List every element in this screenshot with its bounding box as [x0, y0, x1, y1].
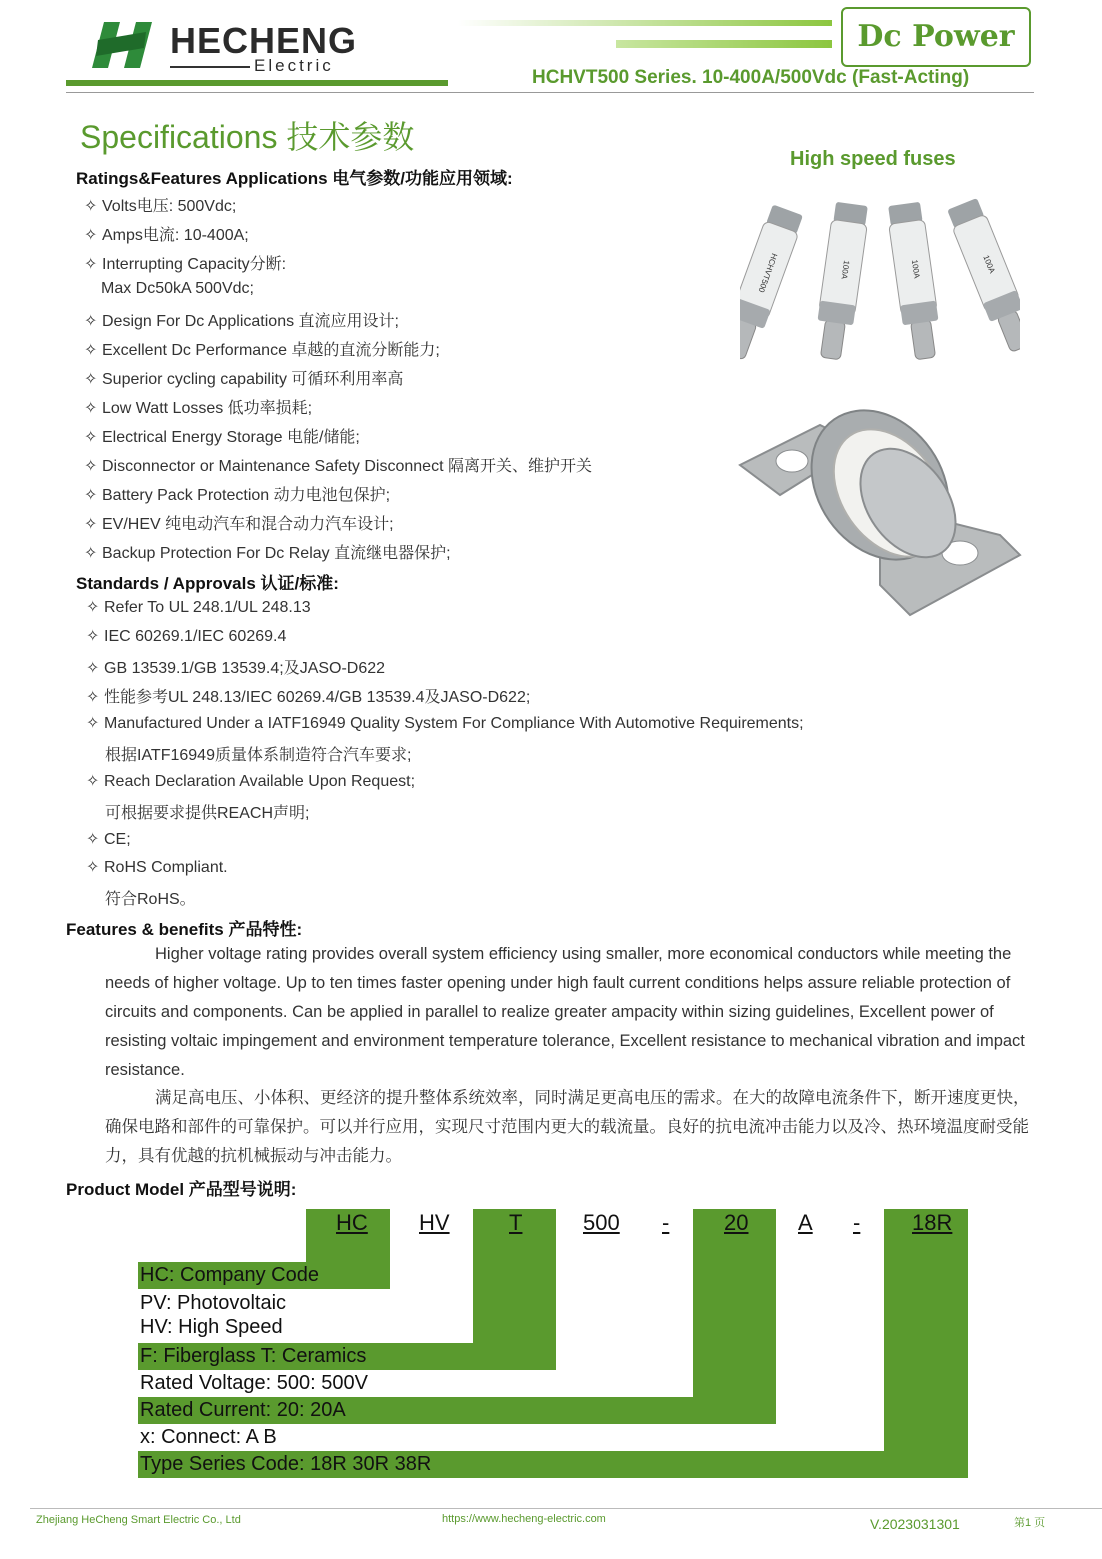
list-item: ✧ Electrical Energy Storage 电能/储能; — [84, 429, 360, 446]
diamond-bullet-icon: ✧ — [84, 256, 98, 273]
model-row-voltage: Rated Voltage: 500: 500V — [140, 1372, 368, 1394]
diamond-bullet-icon: ✧ — [86, 628, 100, 645]
brand-name: HECHENG — [170, 20, 358, 61]
diamond-bullet-icon: ✧ — [84, 545, 98, 562]
diamond-bullet-icon: ✧ — [86, 689, 100, 706]
features-heading: Features & benefits 产品特性: — [66, 920, 303, 939]
svg-text:100A: 100A — [839, 259, 852, 280]
footer-version: V.2023031301 — [870, 1516, 960, 1532]
list-item: Max Dc50kA 500Vdc; — [101, 280, 254, 297]
list-item: ✧ Design For Dc Applications 直流应用设计; — [84, 313, 399, 330]
list-item: 可根据要求提供REACH声明; — [105, 805, 310, 822]
model-code-hv: HV — [419, 1210, 450, 1235]
fuse-3 — [886, 201, 943, 360]
diamond-bullet-icon: ✧ — [84, 458, 98, 475]
diamond-bullet-icon: ✧ — [84, 516, 98, 533]
model-code-20: 20 — [724, 1210, 749, 1235]
model-code-500: 500 — [583, 1210, 620, 1235]
diamond-bullet-icon: ✧ — [86, 773, 100, 790]
model-row-current: Rated Current: 20: 20A — [140, 1399, 346, 1421]
diamond-bullet-icon: ✧ — [84, 313, 98, 330]
model-bar-20 — [693, 1209, 776, 1424]
diamond-bullet-icon: ✧ — [84, 487, 98, 504]
list-item: ✧ Backup Protection For Dc Relay 直流继电器保护; — [84, 545, 451, 562]
list-item: ✧ IEC 60269.1/IEC 60269.4 — [86, 628, 287, 645]
diamond-bullet-icon: ✧ — [86, 660, 100, 677]
list-item: ✧ Disconnector or Maintenance Safety Disconnect 隔离开关、维护开关 — [84, 458, 592, 475]
dc-power-badge: Dc Power — [841, 7, 1031, 67]
model-row-ft: F: Fiberglass T: Ceramics — [140, 1345, 367, 1367]
model-row-hc: HC: Company Code — [140, 1264, 319, 1286]
brand-divider — [170, 66, 250, 68]
list-item: ✧ Low Watt Losses 低功率损耗; — [84, 400, 313, 417]
header-gradient-bar — [458, 20, 832, 26]
standards-heading: Standards / Approvals 认证/标准: — [76, 574, 339, 593]
diamond-bullet-icon: ✧ — [84, 342, 98, 359]
list-item: ✧ Superior cycling capability 可循环利用率高 — [84, 371, 404, 388]
model-row-connect: x: Connect: A B — [140, 1426, 277, 1448]
diamond-bullet-icon: ✧ — [86, 859, 100, 876]
hecheng-logo-icon — [90, 18, 162, 72]
model-code-hc: HC — [336, 1210, 368, 1235]
brand-subtitle: Electric — [254, 56, 334, 75]
list-item: ✧ GB 13539.1/GB 13539.4;及JASO-D622 — [86, 660, 386, 677]
fuse-1 — [740, 204, 805, 360]
list-item: ✧ EV/HEV 纯电动汽车和混合动力汽车设计; — [84, 516, 394, 533]
footer-divider — [30, 1508, 1102, 1509]
diamond-bullet-icon: ✧ — [84, 198, 98, 215]
list-item: ✧ Volts电压: 500Vdc; — [84, 198, 237, 215]
model-code-a: A — [798, 1210, 813, 1235]
list-item: ✧ Excellent Dc Performance 卓越的直流分断能力; — [84, 342, 440, 359]
footer-url[interactable]: https://www.hecheng-electric.com — [442, 1513, 606, 1525]
diamond-bullet-icon: ✧ — [86, 831, 100, 848]
header-divider — [66, 92, 1034, 93]
model-code-t: T — [509, 1210, 523, 1235]
header-gradient-bar-2 — [616, 40, 832, 48]
footer-company: Zhejiang HeCheng Smart Electric Co., Ltd — [36, 1514, 241, 1526]
model-code-dash-2: - — [853, 1210, 861, 1235]
svg-text:100A: 100A — [981, 253, 997, 275]
model-heading: Product Model 产品型号说明: — [66, 1180, 297, 1199]
list-item: ✧ 性能参考UL 248.13/IEC 60269.4/GB 13539.4及JASO-D622; — [86, 689, 531, 706]
model-code-18r: 18R — [912, 1210, 953, 1235]
list-item: ✧ Interrupting Capacity分断: — [84, 256, 287, 273]
model-code-dash: - — [662, 1210, 670, 1235]
list-item: 根据IATF16949质量体系制造符合汽车要求; — [105, 747, 412, 764]
fuses-photo — [740, 190, 1020, 360]
diamond-bullet-icon: ✧ — [86, 715, 100, 732]
list-item: 符合RoHS。 — [105, 891, 196, 908]
features-cn-paragraph: 满足高电压、小体积、更经济的提升整体系统效率，同时满足更高电压的需求。在大的故障电流条件下，断开速度更快，确保电路和部件的可靠保护。可以并行应用，实现尺寸范围内更大的载流量。良好的抗电流冲击能力以及冷、热环境温度耐受能力，具有优越的抗机械振动与冲击能力。 — [105, 1089, 1030, 1165]
fuse-4 — [945, 197, 1020, 355]
diamond-bullet-icon: ✧ — [84, 429, 98, 446]
svg-text:HCHVT500: HCHVT500 — [756, 252, 779, 294]
series-title: HCHVT500 Series. 10-400A/500Vdc (Fast-Acting) — [532, 67, 970, 88]
header-green-bar — [66, 80, 448, 86]
footer-page-number: 第1 页 — [1014, 1517, 1046, 1529]
model-row-series: Type Series Code: 18R 30R 38R — [140, 1453, 432, 1475]
diamond-bullet-icon: ✧ — [86, 599, 100, 616]
list-item: ✧ RoHS Compliant. — [86, 859, 228, 876]
single-fuse-photo — [730, 385, 1030, 625]
list-item: ✧ Manufactured Under a IATF16949 Quality System For Compliance With Automotive Requirements; — [86, 715, 804, 732]
features-en-paragraph: Higher voltage rating provides overall system efficiency using smaller, more economical conductors while meeting the needs of higher voltage. Up to ten times faster opening under high fault current conditions helps assure reliable protection of circuits and components. Can be applied in parallel to realize greater ampacity within sizing guidelines, Excellent power of resisting voltaic impingement and environment temperature tolerance, Excellent resistance to mechanical vibration and impact resistance. — [105, 945, 1025, 1079]
model-bar-18r — [884, 1209, 968, 1478]
diamond-bullet-icon: ✧ — [84, 400, 98, 417]
list-item: ✧ Battery Pack Protection 动力电池包保护; — [84, 487, 391, 504]
image-caption: High speed fuses — [790, 148, 956, 170]
list-item: ✧ Refer To UL 248.1/UL 248.13 — [86, 599, 311, 616]
diamond-bullet-icon: ✧ — [84, 371, 98, 388]
ratings-heading: Ratings&Features Applications 电气参数/功能应用领域: — [76, 169, 513, 188]
page-title: Specifications 技术参数 — [80, 119, 415, 155]
list-item: ✧ Amps电流: 10-400A; — [84, 227, 249, 244]
fuse-2 — [812, 201, 869, 360]
diamond-bullet-icon: ✧ — [84, 227, 98, 244]
list-item: ✧ CE; — [86, 831, 131, 848]
svg-text:100A: 100A — [909, 259, 922, 279]
model-row-pv: PV: Photovoltaic — [140, 1292, 287, 1314]
list-item: ✧ Reach Declaration Available Upon Request; — [86, 773, 416, 790]
model-row-hv: HV: High Speed — [140, 1316, 283, 1338]
